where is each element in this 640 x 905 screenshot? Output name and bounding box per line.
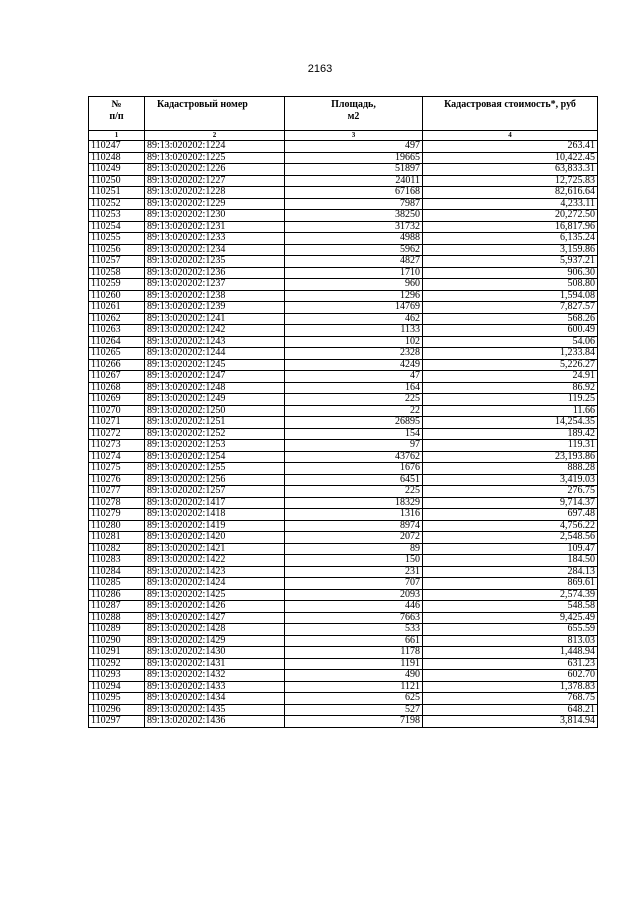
row-number-cell: 110280 xyxy=(89,520,145,532)
cost-cell: 5,226.27 xyxy=(423,359,598,371)
cadastral-number-cell: 89:13:020202:1417 xyxy=(145,497,285,509)
row-number-cell: 110296 xyxy=(89,704,145,716)
row-number-cell: 110288 xyxy=(89,612,145,624)
cost-cell: 906.30 xyxy=(423,267,598,279)
cadastral-number-cell: 89:13:020202:1230 xyxy=(145,210,285,222)
cost-cell: 63,833.31 xyxy=(423,164,598,176)
area-cell: 625 xyxy=(285,693,423,705)
area-cell: 26895 xyxy=(285,417,423,429)
area-cell: 661 xyxy=(285,635,423,647)
cadastral-number-cell: 89:13:020202:1231 xyxy=(145,221,285,233)
cadastral-number-cell: 89:13:020202:1233 xyxy=(145,233,285,245)
cadastral-number-cell: 89:13:020202:1241 xyxy=(145,313,285,325)
row-number-cell: 110293 xyxy=(89,670,145,682)
row-number-cell: 110287 xyxy=(89,601,145,613)
row-number-cell: 110251 xyxy=(89,187,145,199)
cadastral-number-cell: 89:13:020202:1228 xyxy=(145,187,285,199)
cadastral-number-cell: 89:13:020202:1421 xyxy=(145,543,285,555)
cost-cell: 9,425.49 xyxy=(423,612,598,624)
table-row xyxy=(89,474,598,486)
cadastral-number-cell: 89:13:020202:1234 xyxy=(145,244,285,256)
column-index: 2 xyxy=(145,131,285,141)
area-cell: 97 xyxy=(285,440,423,452)
cost-cell: 82,616.64 xyxy=(423,187,598,199)
table-row xyxy=(89,417,598,429)
cadastral-number-cell: 89:13:020202:1248 xyxy=(145,382,285,394)
area-cell: 2072 xyxy=(285,532,423,544)
table-row xyxy=(89,359,598,371)
cadastral-number-cell: 89:13:020202:1238 xyxy=(145,290,285,302)
row-number-cell: 110266 xyxy=(89,359,145,371)
cadastral-number-cell: 89:13:020202:1436 xyxy=(145,716,285,728)
area-cell: 1191 xyxy=(285,658,423,670)
cadastral-number-cell: 89:13:020202:1247 xyxy=(145,371,285,383)
cadastral-number-cell: 89:13:020202:1426 xyxy=(145,601,285,613)
row-number-cell: 110292 xyxy=(89,658,145,670)
cadastral-table xyxy=(88,96,598,728)
area-cell: 7663 xyxy=(285,612,423,624)
table-row xyxy=(89,589,598,601)
cadastral-number-cell: 89:13:020202:1423 xyxy=(145,566,285,578)
table-row xyxy=(89,325,598,337)
table-row xyxy=(89,658,598,670)
cadastral-number-cell: 89:13:020202:1224 xyxy=(145,141,285,153)
area-cell: 707 xyxy=(285,578,423,590)
area-cell: 7987 xyxy=(285,198,423,210)
table-row xyxy=(89,693,598,705)
row-number-cell: 110263 xyxy=(89,325,145,337)
cost-cell: 16,817.96 xyxy=(423,221,598,233)
table-row xyxy=(89,233,598,245)
cadastral-number-cell: 89:13:020202:1235 xyxy=(145,256,285,268)
row-number-cell: 110259 xyxy=(89,279,145,291)
cost-cell: 11.66 xyxy=(423,405,598,417)
area-cell: 1121 xyxy=(285,681,423,693)
header-row-number xyxy=(89,97,145,131)
row-number-cell: 110282 xyxy=(89,543,145,555)
cadastral-number-cell: 89:13:020202:1249 xyxy=(145,394,285,406)
row-number-cell: 110277 xyxy=(89,486,145,498)
row-number-cell: 110272 xyxy=(89,428,145,440)
table-row xyxy=(89,348,598,360)
table-row xyxy=(89,578,598,590)
cost-cell: 568.26 xyxy=(423,313,598,325)
area-cell: 490 xyxy=(285,670,423,682)
cost-cell: 548.58 xyxy=(423,601,598,613)
table-row xyxy=(89,509,598,521)
table-row xyxy=(89,210,598,222)
cost-cell: 869.61 xyxy=(423,578,598,590)
table-row xyxy=(89,463,598,475)
area-cell: 1178 xyxy=(285,647,423,659)
area-cell: 446 xyxy=(285,601,423,613)
area-cell: 497 xyxy=(285,141,423,153)
column-index-row xyxy=(89,131,598,141)
area-cell: 19665 xyxy=(285,152,423,164)
cost-cell: 276.75 xyxy=(423,486,598,498)
area-cell: 4988 xyxy=(285,233,423,245)
table-row xyxy=(89,256,598,268)
header-area-unit: м2 xyxy=(347,111,360,122)
row-number-cell: 110294 xyxy=(89,681,145,693)
cost-cell: 768.75 xyxy=(423,693,598,705)
area-cell: 231 xyxy=(285,566,423,578)
cost-cell: 3,419.03 xyxy=(423,474,598,486)
table-row xyxy=(89,681,598,693)
cost-cell: 1,448.94 xyxy=(423,647,598,659)
cost-cell: 697.48 xyxy=(423,509,598,521)
area-cell: 150 xyxy=(285,555,423,567)
row-number-cell: 110295 xyxy=(89,693,145,705)
cost-cell: 189.42 xyxy=(423,428,598,440)
cost-cell: 600.49 xyxy=(423,325,598,337)
cadastral-number-cell: 89:13:020202:1236 xyxy=(145,267,285,279)
row-number-cell: 110276 xyxy=(89,474,145,486)
table-row xyxy=(89,601,598,613)
table-row xyxy=(89,152,598,164)
cadastral-number-cell: 89:13:020202:1252 xyxy=(145,428,285,440)
area-cell: 225 xyxy=(285,394,423,406)
cost-cell: 184.50 xyxy=(423,555,598,567)
cost-cell: 3,159.86 xyxy=(423,244,598,256)
cost-cell: 813.03 xyxy=(423,635,598,647)
cadastral-number-cell: 89:13:020202:1257 xyxy=(145,486,285,498)
table-row xyxy=(89,313,598,325)
cost-cell: 109.47 xyxy=(423,543,598,555)
area-cell: 38250 xyxy=(285,210,423,222)
cadastral-number-cell: 89:13:020202:1433 xyxy=(145,681,285,693)
cadastral-number-cell: 89:13:020202:1424 xyxy=(145,578,285,590)
cadastral-number-cell: 89:13:020202:1242 xyxy=(145,325,285,337)
area-cell: 14769 xyxy=(285,302,423,314)
header-number-sign: № xyxy=(111,99,122,110)
cadastral-number-cell: 89:13:020202:1250 xyxy=(145,405,285,417)
area-cell: 102 xyxy=(285,336,423,348)
row-number-cell: 110260 xyxy=(89,290,145,302)
area-cell: 154 xyxy=(285,428,423,440)
cadastral-number-cell: 89:13:020202:1229 xyxy=(145,198,285,210)
row-number-cell: 110271 xyxy=(89,417,145,429)
table-row xyxy=(89,647,598,659)
cost-cell: 24.91 xyxy=(423,371,598,383)
cost-cell: 4,756.22 xyxy=(423,520,598,532)
header-area-label: Площадь, xyxy=(331,99,376,110)
cost-cell: 12,725.83 xyxy=(423,175,598,187)
row-number-cell: 110261 xyxy=(89,302,145,314)
column-index: 3 xyxy=(285,131,423,141)
column-index: 4 xyxy=(423,131,598,141)
row-number-cell: 110286 xyxy=(89,589,145,601)
table-row xyxy=(89,336,598,348)
row-number-cell: 110254 xyxy=(89,221,145,233)
row-number-cell: 110247 xyxy=(89,141,145,153)
row-number-cell: 110250 xyxy=(89,175,145,187)
cost-cell: 1,378.83 xyxy=(423,681,598,693)
area-cell: 43762 xyxy=(285,451,423,463)
cost-cell: 119.31 xyxy=(423,440,598,452)
cadastral-number-cell: 89:13:020202:1226 xyxy=(145,164,285,176)
area-cell: 67168 xyxy=(285,187,423,199)
cadastral-number-cell: 89:13:020202:1434 xyxy=(145,693,285,705)
area-cell: 8974 xyxy=(285,520,423,532)
cost-cell: 508.80 xyxy=(423,279,598,291)
area-cell: 960 xyxy=(285,279,423,291)
row-number-cell: 110269 xyxy=(89,394,145,406)
cost-cell: 655.59 xyxy=(423,624,598,636)
cost-cell: 3,814.94 xyxy=(423,716,598,728)
cost-cell: 1,594.08 xyxy=(423,290,598,302)
area-cell: 1676 xyxy=(285,463,423,475)
cadastral-number-cell: 89:13:020202:1430 xyxy=(145,647,285,659)
area-cell: 225 xyxy=(285,486,423,498)
area-cell: 51897 xyxy=(285,164,423,176)
table-row xyxy=(89,198,598,210)
cadastral-number-cell: 89:13:020202:1256 xyxy=(145,474,285,486)
area-cell: 6451 xyxy=(285,474,423,486)
row-number-cell: 110273 xyxy=(89,440,145,452)
cost-cell: 648.21 xyxy=(423,704,598,716)
area-cell: 533 xyxy=(285,624,423,636)
cadastral-number-cell: 89:13:020202:1253 xyxy=(145,440,285,452)
table-row xyxy=(89,428,598,440)
row-number-cell: 110265 xyxy=(89,348,145,360)
table-row xyxy=(89,670,598,682)
cost-cell: 284.13 xyxy=(423,566,598,578)
cadastral-number-cell: 89:13:020202:1429 xyxy=(145,635,285,647)
table-header-row xyxy=(89,97,598,131)
cadastral-number-cell: 89:13:020202:1255 xyxy=(145,463,285,475)
row-number-cell: 110285 xyxy=(89,578,145,590)
cadastral-number-cell: 89:13:020202:1432 xyxy=(145,670,285,682)
table-row xyxy=(89,716,598,728)
table-row xyxy=(89,520,598,532)
cadastral-number-cell: 89:13:020202:1435 xyxy=(145,704,285,716)
cost-cell: 5,937.21 xyxy=(423,256,598,268)
table-row xyxy=(89,175,598,187)
table-row xyxy=(89,371,598,383)
area-cell: 4827 xyxy=(285,256,423,268)
area-cell: 89 xyxy=(285,543,423,555)
row-number-cell: 110279 xyxy=(89,509,145,521)
table-row xyxy=(89,497,598,509)
table-row xyxy=(89,394,598,406)
table-row xyxy=(89,566,598,578)
table-row xyxy=(89,221,598,233)
cost-cell: 6,135.24 xyxy=(423,233,598,245)
row-number-cell: 110256 xyxy=(89,244,145,256)
cadastral-number-cell: 89:13:020202:1251 xyxy=(145,417,285,429)
cost-cell: 9,714.37 xyxy=(423,497,598,509)
table-body xyxy=(89,141,598,728)
row-number-cell: 110283 xyxy=(89,555,145,567)
area-cell: 4249 xyxy=(285,359,423,371)
table-row xyxy=(89,141,598,153)
table-row xyxy=(89,267,598,279)
header-cadastral-cost: Кадастровая стоимость*, руб xyxy=(423,97,598,131)
cost-cell: 14,254.35 xyxy=(423,417,598,429)
table-row xyxy=(89,624,598,636)
area-cell: 31732 xyxy=(285,221,423,233)
row-number-cell: 110262 xyxy=(89,313,145,325)
cadastral-number-cell: 89:13:020202:1431 xyxy=(145,658,285,670)
row-number-cell: 110255 xyxy=(89,233,145,245)
cost-cell: 1,233.84 xyxy=(423,348,598,360)
area-cell: 18329 xyxy=(285,497,423,509)
cadastral-number-cell: 89:13:020202:1244 xyxy=(145,348,285,360)
row-number-cell: 110257 xyxy=(89,256,145,268)
area-cell: 1316 xyxy=(285,509,423,521)
row-number-cell: 110290 xyxy=(89,635,145,647)
table-row xyxy=(89,244,598,256)
area-cell: 527 xyxy=(285,704,423,716)
column-index: 1 xyxy=(89,131,145,141)
area-cell: 5962 xyxy=(285,244,423,256)
table-row xyxy=(89,635,598,647)
cadastral-number-cell: 89:13:020202:1225 xyxy=(145,152,285,164)
cadastral-number-cell: 89:13:020202:1422 xyxy=(145,555,285,567)
cadastral-number-cell: 89:13:020202:1237 xyxy=(145,279,285,291)
area-cell: 1710 xyxy=(285,267,423,279)
row-number-cell: 110289 xyxy=(89,624,145,636)
row-number-cell: 110297 xyxy=(89,716,145,728)
table-row xyxy=(89,532,598,544)
area-cell: 1133 xyxy=(285,325,423,337)
area-cell: 47 xyxy=(285,371,423,383)
cadastral-number-cell: 89:13:020202:1254 xyxy=(145,451,285,463)
row-number-cell: 110284 xyxy=(89,566,145,578)
row-number-cell: 110270 xyxy=(89,405,145,417)
header-area xyxy=(285,97,423,131)
table-row xyxy=(89,440,598,452)
area-cell: 24011 xyxy=(285,175,423,187)
cadastral-number-cell: 89:13:020202:1239 xyxy=(145,302,285,314)
cost-cell: 20,272.50 xyxy=(423,210,598,222)
cost-cell: 4,233.11 xyxy=(423,198,598,210)
cadastral-number-cell: 89:13:020202:1428 xyxy=(145,624,285,636)
cadastral-number-cell: 89:13:020202:1243 xyxy=(145,336,285,348)
table-row xyxy=(89,164,598,176)
header-pp: п/п xyxy=(109,111,124,122)
table-row xyxy=(89,279,598,291)
row-number-cell: 110252 xyxy=(89,198,145,210)
cost-cell: 2,574.39 xyxy=(423,589,598,601)
row-number-cell: 110275 xyxy=(89,463,145,475)
row-number-cell: 110268 xyxy=(89,382,145,394)
row-number-cell: 110253 xyxy=(89,210,145,222)
table-row xyxy=(89,302,598,314)
cost-cell: 7,827.57 xyxy=(423,302,598,314)
area-cell: 462 xyxy=(285,313,423,325)
table-row xyxy=(89,486,598,498)
cost-cell: 888.28 xyxy=(423,463,598,475)
row-number-cell: 110248 xyxy=(89,152,145,164)
area-cell: 22 xyxy=(285,405,423,417)
table-row xyxy=(89,543,598,555)
cadastral-number-cell: 89:13:020202:1227 xyxy=(145,175,285,187)
cost-cell: 631.23 xyxy=(423,658,598,670)
cost-cell: 119.25 xyxy=(423,394,598,406)
row-number-cell: 110267 xyxy=(89,371,145,383)
area-cell: 1296 xyxy=(285,290,423,302)
table-row xyxy=(89,405,598,417)
row-number-cell: 110278 xyxy=(89,497,145,509)
cost-cell: 263.41 xyxy=(423,141,598,153)
row-number-cell: 110264 xyxy=(89,336,145,348)
table-row xyxy=(89,451,598,463)
area-cell: 2093 xyxy=(285,589,423,601)
row-number-cell: 110274 xyxy=(89,451,145,463)
page-number: 2163 xyxy=(307,63,333,75)
area-cell: 7198 xyxy=(285,716,423,728)
cost-cell: 86.92 xyxy=(423,382,598,394)
area-cell: 164 xyxy=(285,382,423,394)
row-number-cell: 110281 xyxy=(89,532,145,544)
cadastral-number-cell: 89:13:020202:1245 xyxy=(145,359,285,371)
cost-cell: 10,422.45 xyxy=(423,152,598,164)
row-number-cell: 110258 xyxy=(89,267,145,279)
table-row xyxy=(89,187,598,199)
cadastral-number-cell: 89:13:020202:1418 xyxy=(145,509,285,521)
cadastral-number-cell: 89:13:020202:1427 xyxy=(145,612,285,624)
table-row xyxy=(89,290,598,302)
table-row xyxy=(89,382,598,394)
row-number-cell: 110291 xyxy=(89,647,145,659)
cost-cell: 23,193.86 xyxy=(423,451,598,463)
table-row xyxy=(89,612,598,624)
table-row xyxy=(89,555,598,567)
cost-cell: 54.06 xyxy=(423,336,598,348)
cadastral-number-cell: 89:13:020202:1419 xyxy=(145,520,285,532)
cadastral-number-cell: 89:13:020202:1425 xyxy=(145,589,285,601)
cadastral-number-cell: 89:13:020202:1420 xyxy=(145,532,285,544)
cost-cell: 2,548.56 xyxy=(423,532,598,544)
cost-cell: 602.70 xyxy=(423,670,598,682)
table-row xyxy=(89,704,598,716)
header-cadastral-number: Кадастровый номер xyxy=(145,97,285,131)
row-number-cell: 110249 xyxy=(89,164,145,176)
area-cell: 2328 xyxy=(285,348,423,360)
